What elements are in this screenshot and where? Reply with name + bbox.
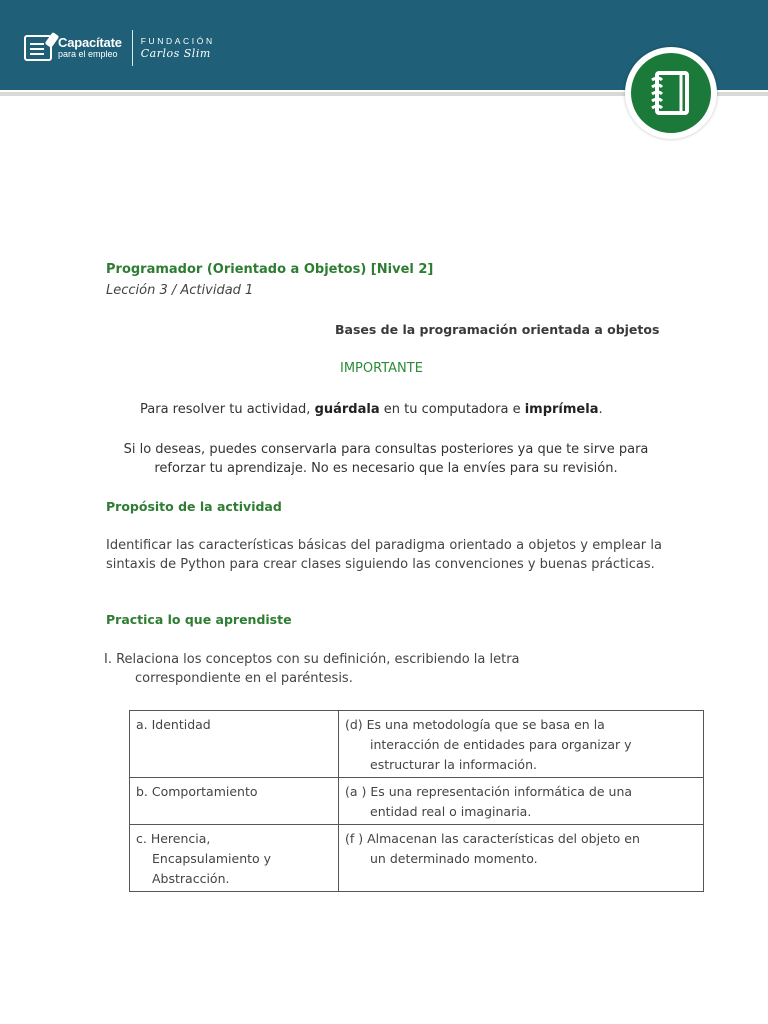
definition-line: interacción de entidades para organizar y	[370, 737, 632, 752]
matching-table-body	[130, 711, 704, 892]
definition-line: (a ) Es una representación informática de una	[345, 784, 633, 799]
table-row	[130, 711, 704, 778]
concept-line: c. Herencia,	[136, 831, 211, 846]
para1-text-c: .	[598, 402, 603, 417]
course-title: Programador (Orientado a Objetos) [Nivel 2]	[106, 262, 434, 277]
purpose-text: Identificar las características básicas del paradigma orientado a objetos y emplear la sintaxis de Python para crear clases siguiendo las convenciones y buenas prácticas.	[106, 538, 662, 572]
definition-line: (d) Es una metodología que se basa en la	[345, 717, 605, 732]
instructions-paragraph	[140, 402, 603, 417]
purpose-heading: Propósito de la actividad	[106, 499, 282, 514]
definition-cell	[339, 711, 704, 778]
brand-line1: Capacítate	[58, 35, 122, 50]
definition-line: un determinado momento.	[370, 851, 538, 866]
table-row	[130, 825, 704, 892]
pencil-notepad-icon	[24, 35, 52, 61]
concept-line: b. Comportamiento	[136, 784, 258, 799]
concept-cell	[130, 825, 339, 892]
concept-line: Encapsulamiento y	[152, 851, 272, 866]
para1-bold-print: imprímela	[524, 402, 599, 417]
brand-text	[58, 36, 122, 60]
definition-line: estructurar la información.	[370, 757, 537, 772]
definition-cell	[339, 825, 704, 892]
instruction-line2: correspondiente en el paréntesis.	[135, 671, 353, 686]
concept-cell	[130, 778, 339, 825]
foundation-line2: Carlos Slim	[140, 47, 211, 60]
para1-bold-save: guárdala	[314, 402, 380, 417]
concept-line: Abstracción.	[152, 871, 230, 886]
lesson-subtitle: Lección 3 / Actividad 1	[106, 283, 254, 298]
important-label: IMPORTANTE	[340, 361, 423, 376]
practice-heading: Practica lo que aprendiste	[106, 612, 292, 627]
para1-text-b: en tu computadora e	[379, 402, 525, 417]
matching-table	[129, 710, 704, 892]
table-row	[130, 778, 704, 825]
notebook-icon	[631, 53, 711, 133]
instruction-line1: I. Relaciona los conceptos con su definición, escribiendo la letra	[104, 652, 520, 667]
brand-line2: para el empleo	[58, 49, 118, 59]
logo-divider	[132, 30, 133, 66]
concept-line: a. Identidad	[136, 717, 211, 732]
foundation-text	[141, 36, 215, 60]
foundation-line1: FUNDACIÓN	[140, 36, 215, 46]
concept-cell	[130, 711, 339, 778]
notebook-badge	[625, 47, 717, 139]
capacitate-logo	[24, 30, 215, 66]
definition-line: (f ) Almacenan las características del objeto en	[345, 831, 640, 846]
keep-note-paragraph: Si lo deseas, puedes conservarla para consultas posteriores ya que te sirve para reforzar tu aprendizaje. No es necesario que la envíes para su revisión.	[123, 442, 649, 476]
definition-cell	[339, 778, 704, 825]
para1-text-a: Para resolver tu actividad,	[140, 402, 315, 417]
topic-title: Bases de la programación orientada a objetos	[335, 322, 660, 337]
definition-line: entidad real o imaginaria.	[370, 804, 532, 819]
